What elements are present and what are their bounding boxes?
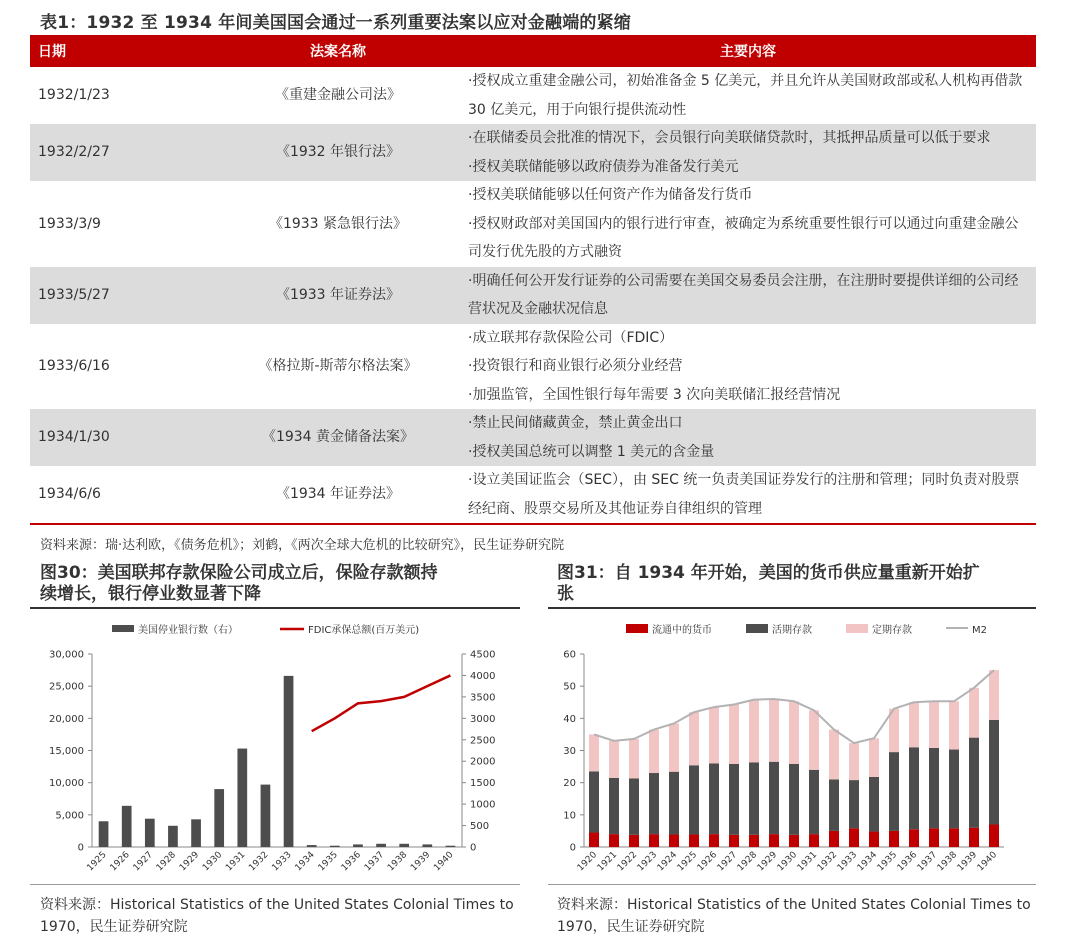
- bar-segment: [929, 748, 939, 828]
- x-tick-label: 1928: [154, 850, 179, 874]
- content-line: ·禁止民间储藏黄金，禁止黄金出口: [468, 415, 683, 431]
- bar-segment: [649, 773, 659, 834]
- table-title: 表1：1932 至 1934 年间美国国会通过一系列重要法案以应对金融端的紧缩: [40, 13, 632, 33]
- row-law: 《重建金融公司法》: [275, 87, 401, 104]
- y-tick-label-right: 3500: [470, 692, 496, 704]
- y-tick-label-right: 4500: [470, 649, 496, 661]
- bar-segment: [689, 834, 699, 847]
- y-tick-label-left: 25,000: [49, 681, 84, 693]
- bar-bank-closures: [237, 749, 247, 847]
- x-tick-label: 1932: [815, 850, 840, 874]
- content-line: 30 亿美元，用于向银行提供流动性: [468, 101, 687, 118]
- row-date: 1933/3/9: [38, 215, 101, 232]
- x-tick-label: 1936: [339, 850, 364, 874]
- x-tick-label: 1925: [675, 850, 700, 874]
- y-tick-label-right: 500: [470, 821, 490, 833]
- bar-segment: [589, 734, 599, 771]
- content-line: 营状况及金融状况信息: [468, 301, 608, 317]
- bar-segment: [749, 700, 759, 763]
- bar-segment: [849, 828, 859, 847]
- x-tick-label: 1939: [955, 850, 980, 874]
- x-tick-label: 1940: [975, 850, 1000, 874]
- x-tick-label: 1932: [247, 850, 271, 874]
- bar-segment: [929, 701, 939, 748]
- legend-label: 流通中的货币: [652, 625, 712, 636]
- bar-segment: [649, 730, 659, 773]
- x-tick-label: 1930: [775, 850, 800, 874]
- bar-segment: [949, 701, 959, 749]
- x-tick-label: 1940: [432, 850, 456, 874]
- bar-bank-closures: [168, 826, 178, 847]
- y-tick-label: 0: [569, 842, 576, 854]
- x-tick-label: 1935: [875, 850, 900, 874]
- y-tick-label-right: 1500: [470, 778, 496, 790]
- x-tick-label: 1930: [201, 850, 225, 874]
- legend-label-fdic: FDIC承保总额(百万美元): [308, 625, 420, 636]
- legend-label-bank-closures: 美国停业银行数（右）: [138, 625, 238, 636]
- y-tick-label: 30: [563, 746, 576, 757]
- y-tick-label: 50: [563, 681, 576, 693]
- bar-segment: [909, 829, 919, 847]
- y-tick-label-left: 20,000: [49, 713, 84, 725]
- x-tick-label: 1934: [855, 850, 880, 874]
- row-law: 《格拉斯-斯蒂尔格法案》: [258, 358, 418, 374]
- bar-segment: [589, 833, 599, 847]
- x-tick-label: 1938: [386, 850, 410, 874]
- row-date: 1932/1/23: [38, 87, 110, 104]
- row-date: 1933/5/27: [30, 267, 216, 324]
- bar-segment: [709, 707, 719, 763]
- bar-bank-closures: [191, 819, 201, 847]
- x-tick-label: 1937: [915, 850, 940, 874]
- x-tick-label: 1931: [795, 850, 820, 874]
- bar-segment: [609, 741, 619, 778]
- row-content: [460, 124, 1036, 181]
- content-line: ·设立美国证监会（SEC），由 SEC 统一负责美国证券发行的注册和管理；同时负责对股票: [468, 472, 1020, 488]
- bar-segment: [949, 828, 959, 847]
- bar-segment: [689, 712, 699, 765]
- row-content: [460, 324, 1036, 410]
- bar-bank-closures: [376, 844, 386, 847]
- header-content: 主要内容: [460, 35, 1036, 67]
- fig31-title: [557, 563, 980, 605]
- y-tick-label-left: 0: [77, 842, 84, 854]
- content-line: ·加强监管，全国性银行每年需要 3 次向美联储汇报经营情况: [468, 386, 841, 403]
- x-tick-label: 1921: [595, 850, 620, 874]
- bar-segment: [889, 752, 899, 831]
- row-content: [460, 409, 1036, 466]
- row-content: [460, 67, 1036, 124]
- bar-bank-closures: [145, 819, 155, 847]
- content-line: ·明确任何公开发行证券的公司需要在美国交易委员会注册，在注册时要提供详细的公司经: [468, 272, 1019, 289]
- legislation-table: [30, 35, 1036, 525]
- bar-segment: [789, 701, 799, 764]
- bar-segment: [709, 834, 719, 847]
- y-tick-label-right: 4000: [470, 670, 496, 682]
- x-tick-label: 1928: [735, 850, 760, 874]
- x-tick-label: 1923: [635, 850, 660, 874]
- legend-label: 活期存款: [772, 625, 812, 636]
- bar-segment: [829, 831, 839, 847]
- bar-segment: [609, 834, 619, 847]
- table-row: [30, 67, 1036, 124]
- table-row: [30, 324, 1036, 410]
- y-tick-label-left: 10,000: [49, 778, 84, 790]
- bar-bank-closures: [446, 846, 456, 847]
- bar-segment: [969, 688, 979, 738]
- bar-segment: [769, 699, 779, 762]
- fig30-title-line: 续增长，银行停业数显著下降: [40, 584, 261, 604]
- table-row: [30, 267, 1036, 324]
- bar-bank-closures: [399, 844, 409, 847]
- row-law: 《1934 年证券法》: [216, 466, 460, 524]
- bar-segment: [669, 834, 679, 847]
- row-law: 《1933 紧急银行法》: [268, 215, 408, 232]
- row-date: 1932/2/27: [30, 124, 216, 181]
- bar-segment: [749, 762, 759, 834]
- bar-segment: [609, 778, 619, 834]
- bar-segment: [629, 739, 639, 779]
- x-tick-label: 1934: [293, 850, 317, 874]
- bar-segment: [869, 777, 879, 832]
- fig30-title-line: 图30：美国联邦存款保险公司成立后，保险存款额持: [40, 563, 438, 583]
- bar-bank-closures: [353, 844, 363, 847]
- bar-segment: [969, 828, 979, 847]
- content-line: ·投资银行和商业银行必须分业经营: [468, 358, 683, 374]
- table-row: [30, 124, 1036, 181]
- x-tick-label: 1933: [835, 850, 860, 874]
- fig30-title: [40, 563, 438, 605]
- y-tick-label-left: 5,000: [55, 810, 84, 822]
- fig31-source-line: 资料来源：Historical Statistics of the United States Colonial Times to: [557, 897, 1031, 913]
- bar-segment: [809, 770, 819, 834]
- table-source: 资料来源：瑞·达利欧，《债务危机》；刘鹤，《两次全球大危机的比较研究》，民生证券研究院: [40, 538, 565, 553]
- table-row: [30, 181, 1036, 267]
- row-law: 《1934 黄金储备法案》: [216, 409, 460, 466]
- legend-swatch-bank-closures: [112, 625, 134, 632]
- header-date: 日期: [30, 35, 216, 67]
- row-law: 《1933 年证券法》: [216, 267, 460, 324]
- row-content: [460, 466, 1036, 524]
- y-tick-label: 40: [563, 713, 576, 725]
- bar-segment: [669, 723, 679, 771]
- y-tick-label-right: 2500: [470, 735, 496, 747]
- bar-segment: [669, 772, 679, 835]
- fig31-title-line: 图31：自 1934 年开始，美国的货币供应量重新开始扩: [557, 563, 980, 583]
- y-tick-label-right: 0: [470, 842, 477, 854]
- content-line: ·授权美联储能够以政府债券为准备发行美元: [468, 158, 739, 175]
- bar-segment: [989, 720, 999, 825]
- bar-bank-closures: [99, 821, 109, 847]
- x-tick-label: 1933: [270, 850, 294, 874]
- bar-segment: [789, 764, 799, 835]
- fig30-chart: [30, 612, 520, 880]
- bar-segment: [709, 763, 719, 834]
- bar-segment: [589, 771, 599, 832]
- bar-segment: [989, 824, 999, 847]
- fig31-source-line: 1970，民生证券研究院: [557, 919, 705, 935]
- bar-segment: [729, 835, 739, 847]
- x-tick-label: 1924: [655, 850, 680, 874]
- content-line: ·在联储委员会批准的情况下，会员银行向美联储贷款时，其抵押品质量可以低于要求: [468, 130, 991, 146]
- fig30-bottom-rule: [30, 884, 520, 885]
- bar-segment: [769, 762, 779, 834]
- legend-swatch: [626, 624, 648, 633]
- table-row: [30, 409, 1036, 466]
- fig30-source: [40, 894, 514, 938]
- x-tick-label: 1920: [575, 850, 600, 874]
- line-fdic: [312, 675, 451, 731]
- bar-bank-closures: [330, 846, 340, 847]
- bar-segment: [729, 705, 739, 765]
- x-tick-label: 1935: [316, 850, 340, 874]
- bar-segment: [829, 779, 839, 830]
- bar-segment: [989, 670, 999, 720]
- fig30-source-line: 1970，民生证券研究院: [40, 919, 188, 935]
- bar-segment: [689, 765, 699, 834]
- bar-bank-closures: [307, 845, 317, 847]
- row-content: [460, 267, 1036, 324]
- content-line: 经纪商、股票交易所及其他证券自律组织的管理: [468, 500, 762, 517]
- x-tick-label: 1939: [409, 850, 433, 874]
- header-law-name: 法案名称: [216, 35, 460, 67]
- bar-segment: [629, 778, 639, 834]
- y-tick-label: 20: [563, 778, 576, 790]
- y-tick-label-right: 3000: [470, 713, 496, 725]
- row-law: 《1932 年银行法》: [216, 124, 460, 181]
- y-tick-label: 10: [563, 810, 576, 822]
- table-row: [30, 466, 1036, 524]
- bar-segment: [809, 710, 819, 770]
- y-tick-label-right: 1000: [470, 799, 496, 811]
- y-tick-label: 60: [563, 649, 576, 661]
- fig30-top-rule: [30, 607, 520, 609]
- x-tick-label: 1926: [108, 850, 132, 874]
- x-tick-label: 1929: [177, 850, 202, 874]
- bar-segment: [649, 834, 659, 847]
- x-tick-label: 1929: [755, 850, 780, 874]
- bar-segment: [629, 835, 639, 847]
- x-tick-label: 1925: [85, 850, 109, 874]
- x-tick-label: 1936: [895, 850, 920, 874]
- bar-segment: [789, 835, 799, 847]
- bar-bank-closures: [122, 806, 132, 847]
- content-line: ·授权成立重建金融公司，初始准备金 5 亿美元，并且允许从美国财政部或私人机构再借款: [468, 73, 1023, 89]
- y-tick-label-left: 30,000: [49, 649, 84, 661]
- x-tick-label: 1937: [362, 850, 387, 874]
- bar-segment: [889, 831, 899, 847]
- fig31-title-line: 张: [557, 584, 574, 604]
- fig31-source: [557, 894, 1031, 938]
- bar-bank-closures: [422, 844, 432, 847]
- content-line: ·授权财政部对美国国内的银行进行审查，被确定为系统重要性银行可以通过向重建金融公: [468, 215, 1019, 232]
- bar-segment: [809, 834, 819, 847]
- x-tick-label: 1922: [615, 850, 640, 874]
- legend-swatch: [846, 624, 868, 633]
- x-tick-label: 1938: [935, 850, 960, 874]
- row-date: 1934/6/6: [30, 466, 216, 524]
- x-tick-label: 1926: [695, 850, 720, 874]
- legend-label: 定期存款: [872, 625, 912, 636]
- bar-segment: [749, 835, 759, 847]
- y-tick-label-left: 15,000: [49, 746, 84, 757]
- bar-segment: [909, 747, 919, 829]
- bar-segment: [829, 730, 839, 780]
- content-line: ·授权美联储能够以任何资产作为储备发行货币: [468, 187, 753, 203]
- bar-bank-closures: [261, 785, 271, 847]
- content-line: ·成立联邦存款保险公司（FDIC）: [468, 329, 674, 346]
- content-line: ·授权美国总统可以调整 1 美元的含金量: [468, 443, 715, 460]
- legend-label-m2: M2: [972, 625, 987, 636]
- bar-segment: [969, 738, 979, 828]
- row-date: 1933/6/16: [38, 358, 110, 374]
- bar-segment: [729, 764, 739, 835]
- table-header-row: [30, 35, 1036, 67]
- bar-bank-closures: [284, 676, 294, 847]
- row-date: 1934/1/30: [30, 409, 216, 466]
- row-content: [460, 181, 1036, 267]
- bar-segment: [849, 743, 859, 780]
- fig30-source-line: 资料来源：Historical Statistics of the United States Colonial Times to: [40, 897, 514, 913]
- bar-segment: [929, 828, 939, 847]
- bar-segment: [949, 750, 959, 829]
- y-tick-label-right: 2000: [470, 756, 496, 768]
- x-tick-label: 1927: [131, 850, 155, 874]
- x-tick-label: 1927: [715, 850, 740, 874]
- fig31-bottom-rule: [548, 884, 1036, 885]
- bar-bank-closures: [214, 789, 224, 847]
- fig31-chart: [548, 612, 1036, 880]
- bar-segment: [769, 834, 779, 847]
- bar-segment: [869, 832, 879, 847]
- x-tick-label: 1931: [224, 850, 248, 874]
- bar-segment: [849, 780, 859, 828]
- content-line: 司发行优先股的方式融资: [468, 244, 622, 260]
- bar-segment: [869, 738, 879, 777]
- bar-segment: [909, 702, 919, 747]
- fig31-top-rule: [548, 607, 1036, 609]
- legend-swatch: [746, 624, 768, 633]
